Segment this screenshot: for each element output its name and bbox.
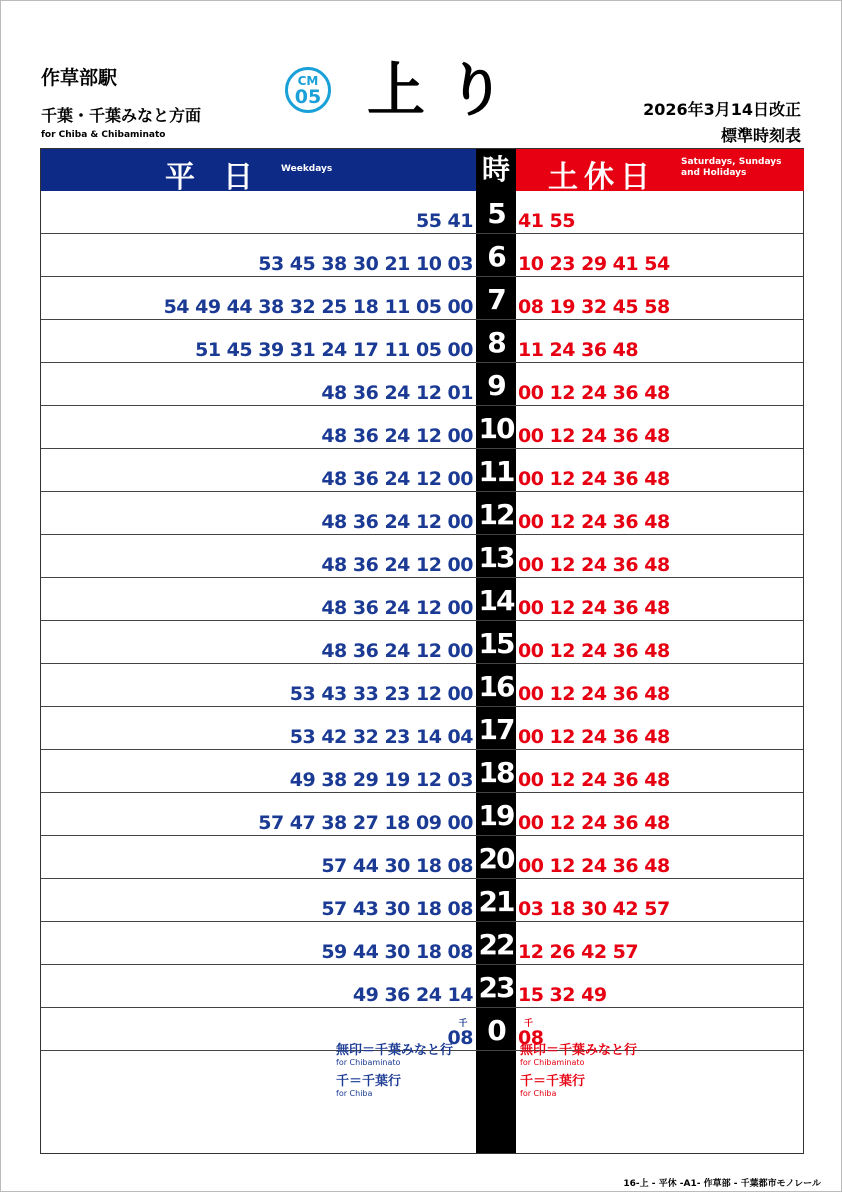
weekday-header xyxy=(41,149,476,195)
hour-label: 11 xyxy=(478,455,514,488)
hour-label: 7 xyxy=(487,283,505,316)
weekday-departures: 49 38 29 19 12 03 xyxy=(289,769,473,791)
holiday-departures: 00 12 24 36 48 xyxy=(518,769,670,791)
timetable-row xyxy=(41,664,803,707)
holiday-departures: 00 12 24 36 48 xyxy=(518,855,670,877)
weekday-departures: 51 45 39 31 24 17 11 05 00 xyxy=(195,339,473,361)
holiday-departures: 11 24 36 48 xyxy=(518,339,639,361)
revision-date: 2026年3月14日改正 xyxy=(643,100,801,119)
timetable-row xyxy=(41,363,803,406)
holiday-departures-text: 08 xyxy=(518,1027,544,1049)
timetable-row xyxy=(41,277,803,320)
holiday-departures: 00 12 24 36 48 xyxy=(518,511,670,533)
holiday-legend xyxy=(520,1044,637,1106)
direction-destinations-en: for Chiba & Chibaminato xyxy=(41,130,166,140)
timetable-row xyxy=(41,492,803,535)
legend-nomark-en: for Chibaminato xyxy=(336,1058,401,1067)
holiday-departures: 08 19 32 45 58 xyxy=(518,296,670,318)
holiday-departures: 03 18 30 42 57 xyxy=(518,898,670,920)
destination-mark: 千 xyxy=(458,1019,467,1029)
legend-chiba-en: for Chiba xyxy=(520,1089,557,1098)
weekday-departures: 53 45 38 30 21 10 03 xyxy=(258,253,473,275)
hour-label: 12 xyxy=(478,498,514,531)
holiday-departures: 15 32 49 xyxy=(518,984,607,1006)
legend-chiba: 千＝千葉行 xyxy=(520,1074,586,1089)
holiday-header xyxy=(516,149,804,195)
timetable xyxy=(40,148,804,1154)
timetable-row xyxy=(41,750,803,793)
hour-label: 17 xyxy=(478,713,514,746)
hour-label: 18 xyxy=(478,756,514,789)
holiday-departures: 00 12 24 36 48 xyxy=(518,468,670,490)
legend-chiba: 千＝千葉行 xyxy=(336,1074,402,1089)
hour-label: 15 xyxy=(478,627,514,660)
legend-nomark: 無印＝千葉みなと行 xyxy=(336,1043,454,1058)
station-number-badge xyxy=(285,67,331,113)
legend-nomark-en: for Chibaminato xyxy=(520,1058,585,1067)
holiday-departures: 00 12 24 36 48 xyxy=(518,812,670,834)
weekday-departures: 55 41 xyxy=(416,210,473,232)
weekday-departures: 49 36 24 14 xyxy=(352,984,473,1006)
timetable-row xyxy=(41,879,803,922)
timetable-row xyxy=(41,793,803,836)
weekday-departures: 57 43 30 18 08 xyxy=(321,898,473,920)
hour-label: 19 xyxy=(478,799,514,832)
station-number: 05 xyxy=(294,86,322,108)
weekday-departures: 48 36 24 12 00 xyxy=(321,468,473,490)
timetable-row xyxy=(41,320,803,363)
timetable-row xyxy=(41,707,803,750)
weekday-departures-text: 08 xyxy=(447,1027,473,1049)
hour-label: 8 xyxy=(487,326,505,359)
schedule-type: 標準時刻表 xyxy=(720,126,801,145)
weekday-departures: 48 36 24 12 00 xyxy=(321,511,473,533)
weekday-departures: 48 36 24 12 00 xyxy=(321,597,473,619)
hour-label: 22 xyxy=(478,928,514,961)
hour-label: 16 xyxy=(478,670,514,703)
timetable-row xyxy=(41,535,803,578)
footer-code: 16-上 - 平休 -A1- 作草部 - 千葉都市モノレール xyxy=(623,1179,821,1189)
hour-label: 6 xyxy=(487,240,505,273)
direction-title: 上り xyxy=(367,56,528,124)
timetable-row xyxy=(41,965,803,1008)
weekday-departures: 59 44 30 18 08 xyxy=(321,941,473,963)
holiday-departures: 10 23 29 41 54 xyxy=(518,253,670,275)
line-code: CM xyxy=(297,74,319,88)
weekday-departures: 57 44 30 18 08 xyxy=(321,855,473,877)
holiday-departures: 00 12 24 36 48 xyxy=(518,683,670,705)
timetable-row xyxy=(41,922,803,965)
hour-label: 14 xyxy=(478,584,514,617)
timetable-row xyxy=(41,234,803,277)
holiday-departures: 00 12 24 36 48 xyxy=(518,597,670,619)
timetable-row xyxy=(41,578,803,621)
holiday-departures: 00 12 24 36 48 xyxy=(518,554,670,576)
holiday-departures: 00 12 24 36 48 xyxy=(518,382,670,404)
destination-mark: 千 xyxy=(524,1019,533,1029)
hour-label: 9 xyxy=(487,369,505,402)
holiday-departures: 00 12 24 36 48 xyxy=(518,640,670,662)
timetable-row xyxy=(41,449,803,492)
holiday-departures: 00 12 24 36 48 xyxy=(518,425,670,447)
timetable-row xyxy=(41,836,803,879)
weekday-legend xyxy=(336,1044,453,1106)
direction-destinations: 千葉・千葉みなと方面 xyxy=(41,106,202,125)
station-name: 作草部駅 xyxy=(41,67,118,89)
hour-label: 10 xyxy=(478,412,514,445)
weekday-departures: 48 36 24 12 00 xyxy=(321,640,473,662)
weekday-departures: 48 36 24 12 01 xyxy=(321,382,473,404)
weekday-departures: 53 43 33 23 12 00 xyxy=(289,683,473,705)
hour-header: 時 xyxy=(476,149,516,191)
timetable-row xyxy=(41,191,803,234)
holiday-header-label: 土休日 xyxy=(548,160,656,195)
hour-label: 21 xyxy=(478,885,514,918)
timetable-row xyxy=(41,406,803,449)
timetable-rows xyxy=(41,191,803,1051)
hour-label: 0 xyxy=(487,1014,505,1047)
weekday-departures: 53 42 32 23 14 04 xyxy=(289,726,473,748)
holiday-departures: 12 26 42 57 xyxy=(518,941,639,963)
hour-label: 23 xyxy=(478,971,514,1004)
weekday-departures: 48 36 24 12 00 xyxy=(321,554,473,576)
hour-label: 5 xyxy=(487,197,505,230)
hour-label: 20 xyxy=(478,842,514,875)
holiday-header-label-en: Saturdays, Sundays and Holidays xyxy=(681,157,782,178)
hour-label: 13 xyxy=(478,541,514,574)
weekday-header-label: 平日 xyxy=(165,160,281,195)
legend-chiba-en: for Chiba xyxy=(336,1089,373,1098)
timetable-row xyxy=(41,621,803,664)
weekday-departures: 48 36 24 12 00 xyxy=(321,425,473,447)
weekday-header-label-en: Weekdays xyxy=(281,164,333,174)
weekday-departures: 54 49 44 38 32 25 18 11 05 00 xyxy=(163,296,473,318)
legend-nomark: 無印＝千葉みなと行 xyxy=(520,1043,638,1058)
holiday-departures: 41 55 xyxy=(518,210,575,232)
holiday-departures: 00 12 24 36 48 xyxy=(518,726,670,748)
weekday-departures: 57 47 38 27 18 09 00 xyxy=(258,812,473,834)
